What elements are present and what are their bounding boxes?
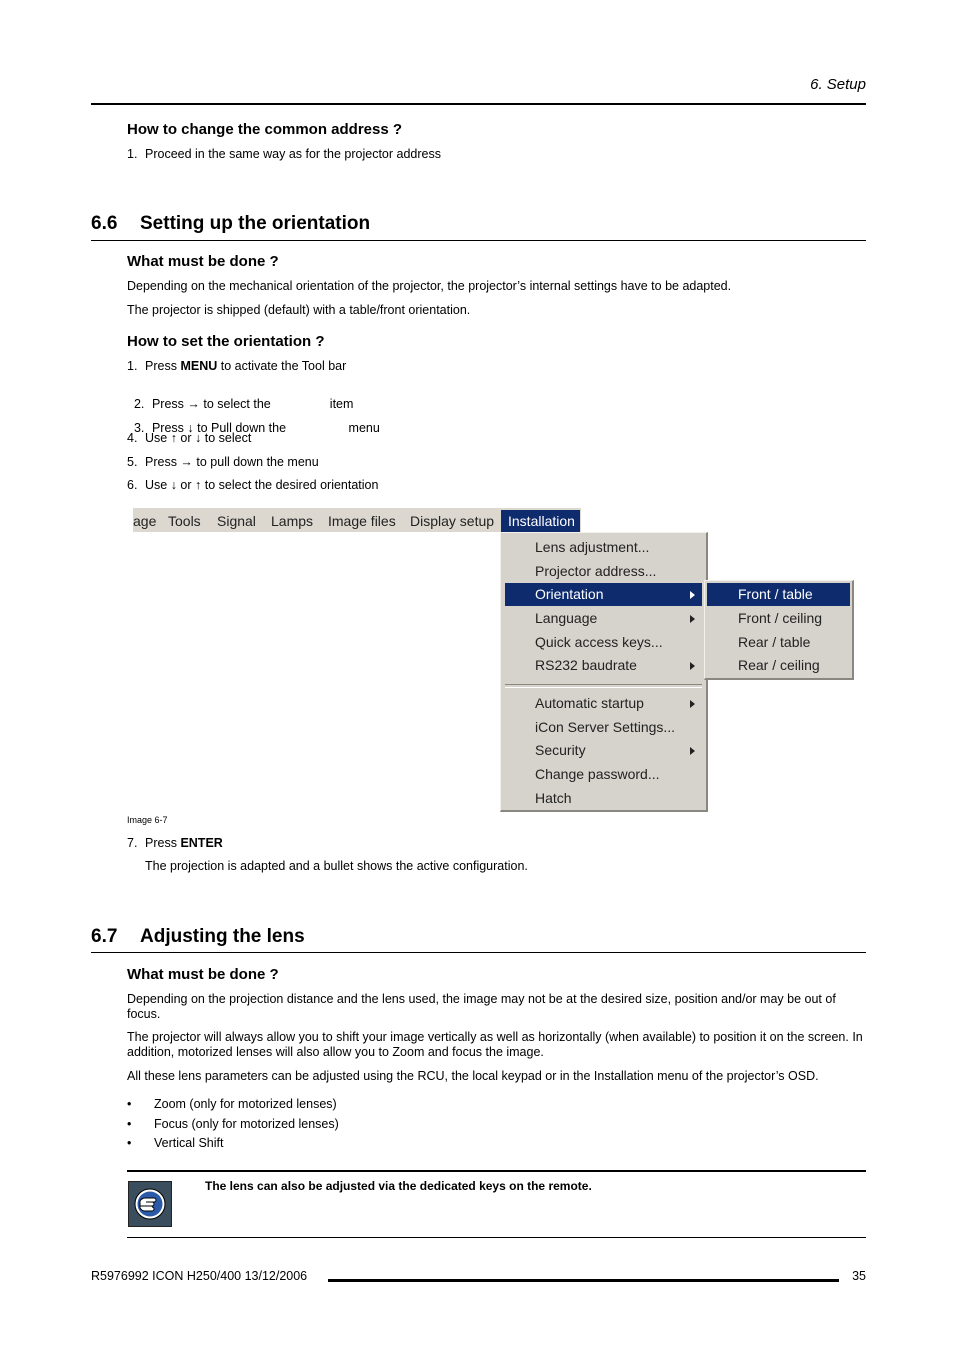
orientation-step-7-result: The projection is adapted and a bullet shows the active configuration. xyxy=(145,859,528,873)
osd-menubar-signal[interactable]: Signal xyxy=(217,513,256,529)
osd-menubar-lamps[interactable]: Lamps xyxy=(271,513,314,529)
menu-item-rs232-baudrate[interactable]: RS232 baudrate xyxy=(505,654,702,677)
section-6-6-heading: 6.6 Setting up the orientation xyxy=(91,213,371,234)
header-rule xyxy=(91,103,866,105)
orientation-step-1: 1. Press MENU to activate the Tool bar xyxy=(127,359,347,373)
section-6-7-heading: 6.7 Adjusting the lens xyxy=(91,926,305,947)
menu-item-hatch[interactable]: Hatch xyxy=(535,790,572,806)
lens-para-1: Depending on the projection distance and the lens used, the image may not be at the desired size, position and/or may be out of focus. xyxy=(127,992,836,1021)
osd-menu-bar xyxy=(133,508,581,532)
submenu-arrow-icon xyxy=(690,662,695,670)
orientation-step-3: 3. Press ↓ to Pull down the menu xyxy=(133,421,380,435)
menu-separator xyxy=(505,684,702,688)
submenu-item-front-ceiling[interactable]: Front / ceiling xyxy=(738,610,823,626)
menu-item-automatic-startup[interactable]: Automatic startup xyxy=(505,692,702,715)
menu-item-security[interactable]: Security xyxy=(505,739,702,762)
running-header: 6. Setup xyxy=(810,76,866,93)
submenu-arrow-icon xyxy=(690,615,695,623)
orientation-para-2: The projector is shipped (default) with a table/front orientation. xyxy=(127,303,471,317)
common-address-heading: How to change the common address ? xyxy=(127,121,403,138)
menu-item-quick-access-keys[interactable]: Quick access keys... xyxy=(535,634,663,650)
orientation-para-1: Depending on the mechanical orientation of the projector, the projector’s internal settings have to be adapted. xyxy=(127,279,732,293)
lens-para-3: All these lens parameters can be adjusted using the RCU, the local keypad or in the Installation menu of the projector’s OSD. xyxy=(127,1069,819,1083)
orientation-step-2: 2. Press → to select the item xyxy=(133,397,354,411)
section-6-6-rule xyxy=(91,240,866,241)
submenu-item-front-table[interactable]: Front / table xyxy=(707,583,850,606)
orientation-how-heading: How to set the orientation ? xyxy=(127,333,325,350)
lens-bullet-focus: • Focus (only for motorized lenses) xyxy=(127,1117,339,1131)
lens-what-heading: What must be done ? xyxy=(127,966,279,983)
menu-item-icon-server-settings[interactable]: iCon Server Settings... xyxy=(535,719,676,735)
image-caption: Image 6-7 xyxy=(127,815,168,825)
submenu-item-rear-table[interactable]: Rear / table xyxy=(738,634,811,650)
note-text: The lens can also be adjusted via the dedicated keys on the remote. xyxy=(205,1179,592,1193)
menu-item-lens-adjustment[interactable]: Lens adjustment... xyxy=(535,539,650,555)
note-bottom-rule xyxy=(127,1237,866,1238)
menu-item-orientation[interactable]: Orientation xyxy=(505,583,702,606)
orientation-step-6: 6. Use ↓ or ↑ to select the desired orientation xyxy=(127,478,379,492)
submenu-arrow-icon xyxy=(690,591,695,599)
page-number: 35 xyxy=(852,1269,866,1283)
orientation-step-4: 4. Use ↑ or ↓ to select xyxy=(127,431,252,445)
osd-menubar-image[interactable]: age xyxy=(133,513,157,529)
menu-item-projector-address[interactable]: Projector address... xyxy=(535,563,657,579)
lens-para-2: The projector will always allow you to shift your image vertically as well as horizontally (when available) to position it on the screen. In addition, motorized lenses will also allow you to Zoom and focus the image. xyxy=(127,1030,863,1059)
installation-menu xyxy=(500,532,708,812)
footer-doc-info: R5976992 ICON H250/400 13/12/2006 xyxy=(91,1269,308,1283)
submenu-arrow-icon xyxy=(690,747,695,755)
menu-item-change-password[interactable]: Change password... xyxy=(535,766,660,782)
orientation-submenu xyxy=(704,580,854,680)
menu-item-language[interactable]: Language xyxy=(505,607,702,630)
osd-menubar-tools[interactable]: Tools xyxy=(168,513,201,529)
submenu-arrow-icon xyxy=(690,700,695,708)
section-6-7-rule xyxy=(91,952,866,953)
footer-rule xyxy=(328,1279,839,1282)
pointing-hand-icon xyxy=(128,1181,172,1227)
osd-menubar-installation[interactable]: Installation xyxy=(501,510,580,532)
note-top-rule xyxy=(127,1170,866,1172)
common-address-step-1: 1. Proceed in the same way as for the projector address xyxy=(127,147,441,161)
submenu-item-rear-ceiling[interactable]: Rear / ceiling xyxy=(738,657,820,673)
lens-bullet-zoom: • Zoom (only for motorized lenses) xyxy=(127,1097,337,1111)
osd-menubar-display-setup[interactable]: Display setup xyxy=(410,513,495,529)
osd-menubar-image-files[interactable]: Image files xyxy=(328,513,396,529)
lens-bullet-vertical-shift: • Vertical Shift xyxy=(127,1136,224,1150)
orientation-step-7: 7. Press ENTER xyxy=(127,836,223,850)
orientation-step-5: 5. Press → to pull down the menu xyxy=(127,455,319,469)
orientation-what-heading: What must be done ? xyxy=(127,253,279,270)
